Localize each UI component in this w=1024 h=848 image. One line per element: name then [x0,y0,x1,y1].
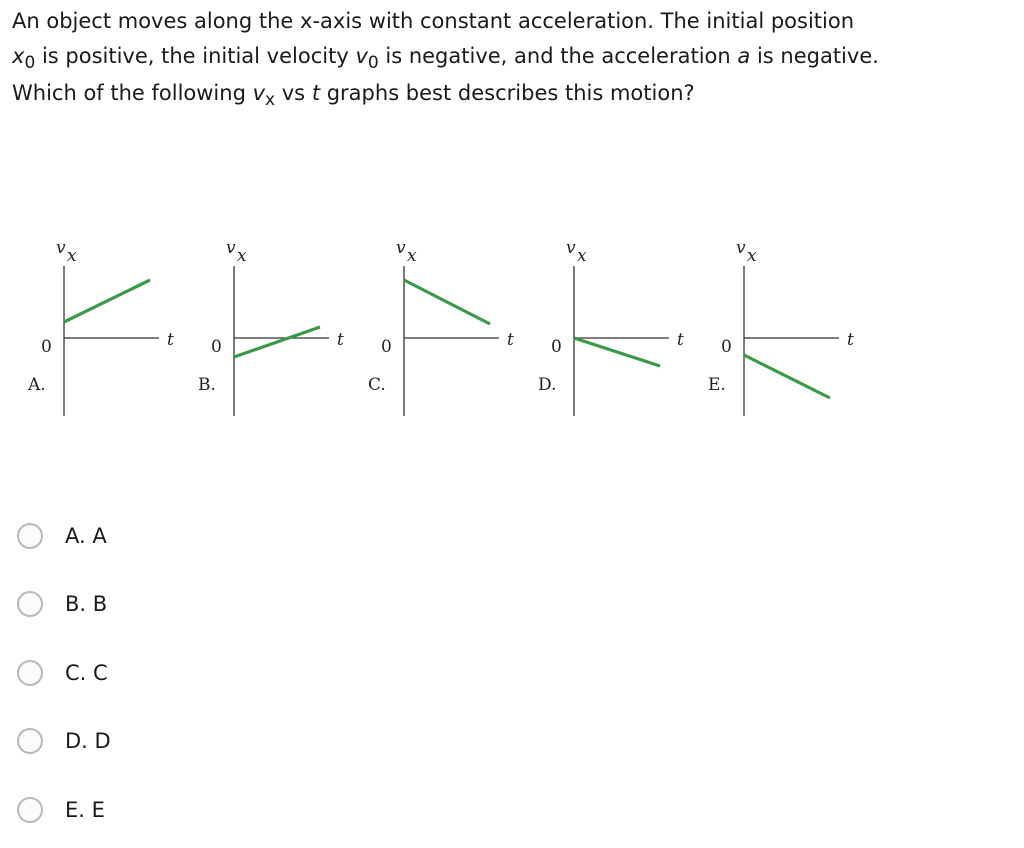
vx-subscript: x [265,90,276,110]
option-a[interactable] [17,517,217,557]
radio-button[interactable] [17,523,43,549]
x0-subscript: 0 [24,53,36,73]
graph-d [532,220,702,430]
t-axis-label: t [677,330,684,350]
graph-svg [22,220,192,430]
question-text-fragment: is positive, the initial velocity [35,44,356,68]
x0-symbol: x [12,44,25,68]
radio-button[interactable] [17,660,43,686]
vx-axis-label: v [566,238,576,258]
graph-letter: E. [708,375,726,395]
graph-figure [0,220,1024,430]
question-text-fragment: Which of the following [12,81,253,105]
graph-a [22,220,192,430]
velocity-line [64,280,150,322]
v0-subscript: 0 [367,53,379,73]
option-d[interactable] [17,722,217,762]
t-axis-label: t [167,330,174,350]
zero-label: 0 [721,337,732,357]
radio-button[interactable] [17,797,43,823]
option-label: E. E [65,798,105,822]
question-text-fragment: graphs best describes this motion? [320,81,695,105]
graph-b [192,220,362,430]
option-label: B. B [65,592,108,616]
option-b[interactable] [17,585,217,625]
zero-label: 0 [551,337,562,357]
t-axis-label: t [337,330,344,350]
radio-button[interactable] [17,591,43,617]
zero-label: 0 [381,337,392,357]
question-line-2 [12,39,1012,76]
option-e[interactable] [17,791,217,831]
graph-letter: B. [198,375,216,395]
graph-e [702,220,872,430]
t-symbol: t [311,81,321,105]
option-label: D. D [65,729,111,753]
graph-svg [702,220,872,430]
vx-axis-subscript: x [577,246,587,266]
question-text-fragment: vs [275,81,312,105]
velocity-line [404,280,490,324]
vx-axis-subscript: x [747,246,757,266]
zero-label: 0 [41,337,52,357]
zero-label: 0 [211,337,222,357]
graph-svg [362,220,532,430]
question-text [12,4,1012,113]
velocity-line [234,327,320,357]
t-axis-label: t [507,330,514,350]
vx-axis-label: v [226,238,236,258]
radio-button[interactable] [17,728,43,754]
graph-svg [532,220,702,430]
vx-axis-subscript: x [67,246,77,266]
vx-axis-subscript: x [407,246,417,266]
vx-axis-label: v [56,238,66,258]
question-line-1: An object moves along the x-axis with constant acceleration. The initial position [12,9,855,33]
option-label: C. C [65,661,108,685]
question-text-fragment: is negative, and the acceleration [378,44,738,68]
option-c[interactable] [17,654,217,694]
velocity-line [744,355,830,398]
graph-letter: D. [538,375,557,395]
velocity-line [574,338,660,366]
vx-axis-subscript: x [237,246,247,266]
graph-svg [192,220,362,430]
question-text-fragment: is negative. [750,44,879,68]
option-label: A. A [65,524,107,548]
t-axis-label: t [847,330,854,350]
vx-symbol: v [252,81,266,105]
question-line-3 [12,76,1012,113]
a-symbol: a [737,44,751,68]
graph-letter: A. [28,375,46,395]
graph-c [362,220,532,430]
vx-axis-label: v [736,238,746,258]
graph-letter: C. [368,375,386,395]
vx-axis-label: v [396,238,406,258]
v0-symbol: v [355,44,368,68]
